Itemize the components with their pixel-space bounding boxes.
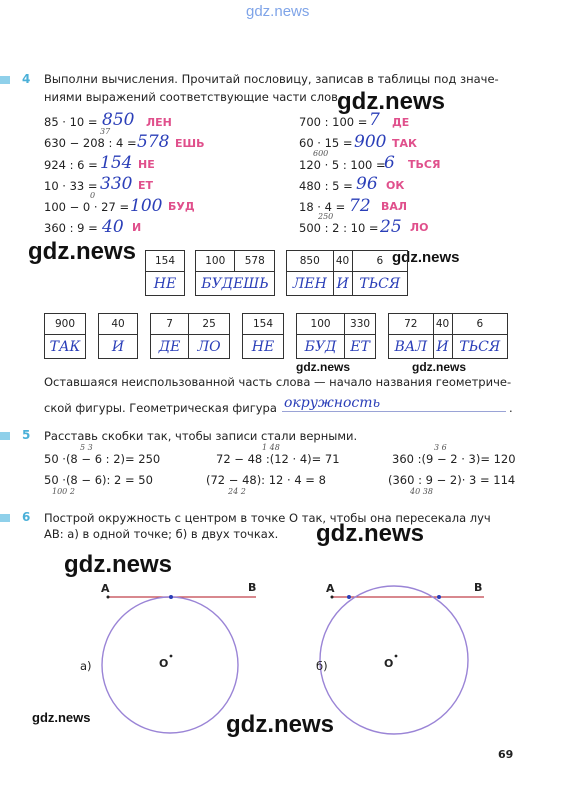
table-cell: 850 <box>287 251 334 272</box>
answer: 25 <box>380 217 402 237</box>
table-cell: 40 <box>333 251 352 272</box>
expression: 360 : 9 = <box>44 221 98 235</box>
point-label-o: О <box>159 657 169 670</box>
table-cell: 25 <box>189 314 230 335</box>
answer: 578 <box>137 132 170 152</box>
table-cell: И <box>99 335 138 359</box>
table-cell: ДЕ <box>151 335 189 359</box>
table-cell: НЕ <box>146 272 185 296</box>
table-cell: ЛЕН <box>287 272 334 296</box>
center-point <box>395 655 398 658</box>
intersection-point <box>437 595 441 599</box>
table-cell: 72 <box>389 314 434 335</box>
page-number: 69 <box>498 748 514 761</box>
circle-a <box>102 597 238 733</box>
expression: 100 − 0 · 27 = <box>44 200 130 214</box>
intersection-point <box>169 595 173 599</box>
syllable: ЛО <box>410 221 429 234</box>
note: 5 3 <box>80 443 93 452</box>
note: 100 2 <box>52 487 75 496</box>
expression: (72 − 48): 12 · 4 = 8 <box>206 473 326 487</box>
answer: 40 <box>102 217 124 237</box>
table-cell: БУД <box>297 335 345 359</box>
point-label-o: О <box>384 657 394 670</box>
syllable: ЛЕН <box>146 116 172 129</box>
figure-answer: окружность <box>284 395 381 411</box>
expression: 630 − 208 : 4 = <box>44 136 137 150</box>
circle-b <box>320 586 468 734</box>
table-cell: И <box>433 335 452 359</box>
answer: 72 <box>349 196 371 216</box>
watermark: gdz.news <box>246 3 310 20</box>
answer: 6 <box>384 153 395 173</box>
table-cell: ТАК <box>45 335 86 359</box>
syllable: ЕШЬ <box>175 137 205 150</box>
watermark: gdz.news <box>32 710 91 725</box>
watermark: gdz.news <box>28 238 137 265</box>
answer: 850 <box>102 110 135 130</box>
table-cell: ВАЛ <box>389 335 434 359</box>
note: 1 48 <box>262 443 280 452</box>
note: 40 38 <box>410 487 433 496</box>
syllable: ОК <box>386 179 405 192</box>
table-cell: 100 <box>196 251 235 272</box>
task-text: Построй окружность с центром в точке О так, чтобы она пересекала луч <box>44 511 491 525</box>
syllable: И <box>132 221 142 234</box>
table-cell: 6 <box>452 314 507 335</box>
watermark: gdz.news <box>316 520 425 547</box>
note: 37 <box>100 127 111 136</box>
table-cell: 578 <box>235 251 275 272</box>
task-text: ской фигуры. Геометрическая фигура <box>44 401 277 415</box>
syllable: ВАЛ <box>381 200 408 213</box>
table-cell: 100 <box>297 314 345 335</box>
task-text: ниями выражений соответствующие части слов. <box>44 90 342 104</box>
period: . <box>509 401 513 415</box>
table-cell: 900 <box>45 314 86 335</box>
answer: 100 <box>130 196 163 216</box>
table-cell: ТЬСЯ <box>352 272 407 296</box>
expression: (360 : 9 − 2)· 3 = 114 <box>388 473 516 487</box>
figure-label: а) <box>80 659 92 673</box>
expression: 85 · 10 = <box>44 115 98 129</box>
intersection-point <box>347 595 351 599</box>
watermark: gdz.news <box>392 249 460 266</box>
task-text: Расставь скобки так, чтобы записи стали верными. <box>44 429 358 443</box>
table-cell: 330 <box>345 314 376 335</box>
task-number: 6 <box>22 510 31 524</box>
expression: 360 :(9 − 2 · 3)= 120 <box>392 452 516 466</box>
task-number: 5 <box>22 428 31 442</box>
watermark: gdz.news <box>337 88 446 115</box>
table-cell: НЕ <box>243 335 284 359</box>
expression: 924 : 6 = <box>44 158 98 172</box>
table-cell: 7 <box>151 314 189 335</box>
syllable: ЕТ <box>138 179 154 192</box>
expression: 700 : 100 = <box>299 115 368 129</box>
expression: 480 : 5 = <box>299 179 353 193</box>
syllable: БУД <box>168 200 195 213</box>
expression: 18 · 4 = <box>299 200 346 214</box>
table-cell: И <box>333 272 352 296</box>
note: 600 <box>313 149 329 158</box>
table-cell: 40 <box>433 314 452 335</box>
syllable: ДЕ <box>392 116 410 129</box>
note: 0 <box>90 191 96 200</box>
answer: 900 <box>354 132 387 152</box>
answer: 96 <box>356 174 378 194</box>
expression: 72 − 48 :(12 · 4)= 71 <box>216 452 340 466</box>
expression: 10 · 33 = <box>44 179 98 193</box>
answer: 154 <box>100 153 133 173</box>
answer: 7 <box>369 110 380 130</box>
task-text: Выполни вычисления. Прочитай пословицу, записав в таблицы под значе- <box>44 72 499 86</box>
point-label-a: А <box>101 582 110 595</box>
watermark: gdz.news <box>226 711 335 738</box>
point-label-a: А <box>326 582 335 595</box>
watermark: gdz.news <box>412 360 467 374</box>
expression: 500 : 2 : 10 = <box>299 221 379 235</box>
watermark: gdz.news <box>296 360 351 374</box>
note: 24 2 <box>228 487 246 496</box>
watermark: gdz.news <box>64 551 173 578</box>
expression: 50 ·(8 − 6): 2 = 50 <box>44 473 153 487</box>
syllable: ТЬСЯ <box>408 158 441 171</box>
syllable: ТАК <box>392 137 418 150</box>
table-cell: ЕТ <box>345 335 376 359</box>
task-text: Оставшаяся неиспользованной часть слова — начало названия геометриче- <box>44 375 512 389</box>
note: 250 <box>318 212 334 221</box>
syllable: НЕ <box>138 158 155 171</box>
expression: 120 · 5 : 100 = <box>299 158 386 172</box>
center-point <box>170 655 173 658</box>
expression: 50 ·(8 − 6 : 2)= 250 <box>44 452 161 466</box>
table-cell: 154 <box>146 251 185 272</box>
task-text: АВ: а) в одной точке; б) в двух точках. <box>44 527 279 541</box>
table-cell: 6 <box>352 251 407 272</box>
table-cell: 154 <box>243 314 284 335</box>
task-number: 4 <box>22 72 31 86</box>
note: 3 6 <box>434 443 447 452</box>
table-cell: ЛО <box>189 335 230 359</box>
expression: 60 · 15 = <box>299 136 353 150</box>
point-label-b: В <box>248 581 257 594</box>
table-cell: 40 <box>99 314 138 335</box>
point-label-b: В <box>474 581 483 594</box>
answer: 330 <box>100 174 133 194</box>
figure-label: б) <box>316 659 328 673</box>
table-cell: ТЬСЯ <box>452 335 507 359</box>
table-cell: БУДЕШЬ <box>196 272 275 296</box>
